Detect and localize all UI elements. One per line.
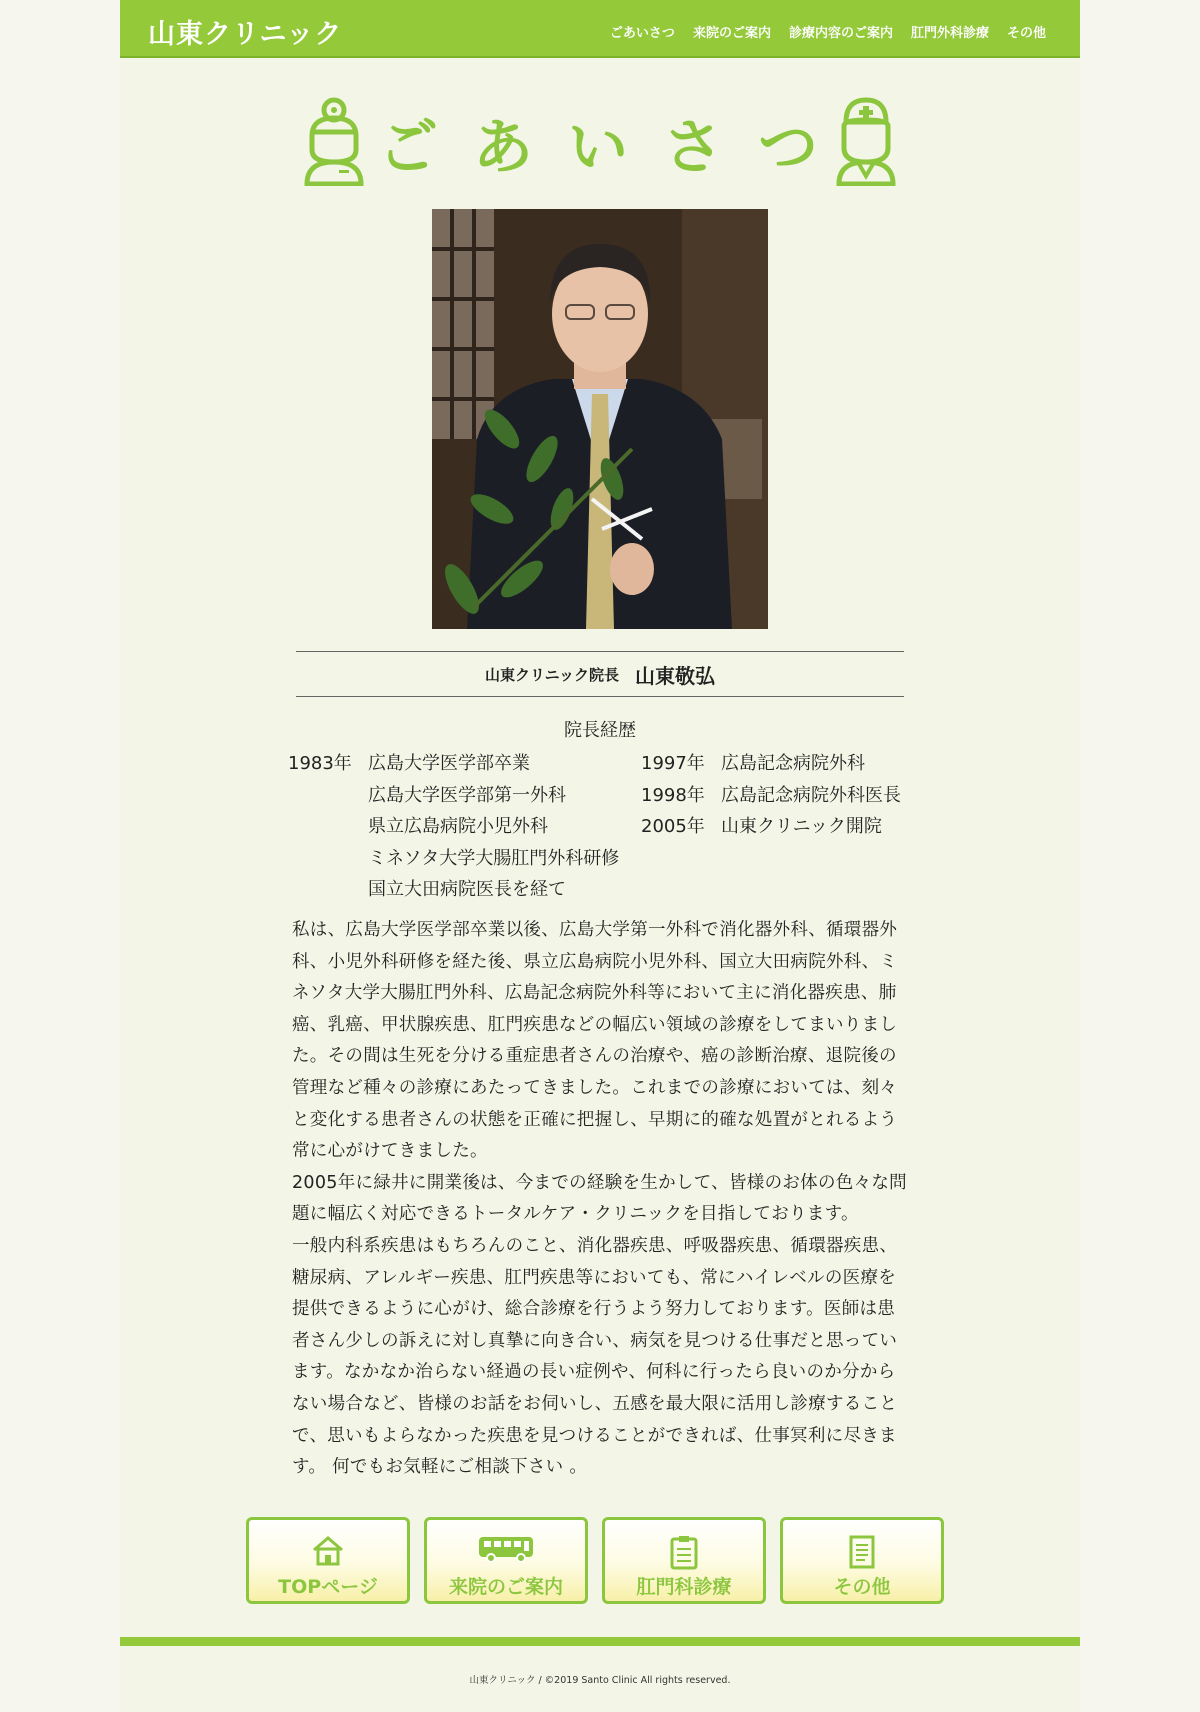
director-nameplate: [296, 651, 904, 697]
director-photo: [432, 209, 768, 629]
director-portrait-image: [432, 209, 768, 629]
director-name: 山東敬弘: [635, 663, 716, 688]
page: [120, 0, 1080, 1712]
proctology-button-label: 肛門科診療: [636, 1576, 732, 1598]
top-page-button-label: TOPページ: [278, 1576, 378, 1598]
footer-divider: [120, 1637, 1080, 1646]
nav-proctology[interactable]: 肛門外科診療: [910, 26, 989, 41]
main-nav: [610, 22, 1046, 41]
page-title: [378, 100, 818, 186]
title-char: つ: [758, 113, 818, 183]
message-paragraph: 2005年に緑井に開業後は、今までの経験を生かして、皆様のお体の色々な問題に幅広く対応できるトータルケア・クリニックを目指しております。: [292, 1172, 907, 1225]
nav-greeting[interactable]: ごあいさつ: [609, 26, 675, 41]
career-item: 県立広島病院小児外科: [368, 816, 548, 837]
top-page-button[interactable]: [246, 1517, 410, 1604]
nav-treatment-info[interactable]: 診療内容のご案内: [788, 26, 893, 41]
copyright-text: 山東クリニック / ©2019 Santo Clinic All rights reserved.: [469, 1675, 731, 1686]
title-char: ご: [378, 113, 438, 183]
career-item: 1998年 広島記念病院外科医長: [641, 784, 901, 806]
career-item: 1983年 広島大学医学部卒業: [288, 753, 530, 774]
career-item: 2005年 山東クリニック開院: [641, 816, 882, 837]
visit-guide-button-label: 来院のご案内: [448, 1576, 563, 1598]
nurse-icon: [835, 96, 897, 186]
message-paragraph: 一般内科系疾患はもちろんのこと、消化器疾患、呼吸器疾患、循環器疾患、糖尿病、アレルギー疾患、肛門疾患等においても、常にハイレベルの医療を提供できるように心がけ、総合診療を行うよう努力しております。医師は患者さん少しの訴えに対し真摯に向き合い、病気を見つける仕事だと思っています。なかなか治らない経過の長い症例や、何科に行ったら良いのか分からない場合など、皆様のお話をお伺いし、五感を最大限に活用し診療することで、思いもよらなかった疾患を見つけることができれば、仕事冥利に尽きます。 何でもお気軽にご相談下さい 。: [292, 1235, 898, 1478]
proctology-button[interactable]: [602, 1517, 766, 1604]
bus-icon: [476, 1534, 536, 1564]
other-button-label: その他: [833, 1576, 891, 1598]
career-list-right: [641, 748, 901, 843]
director-role: 山東クリニック院長: [484, 665, 620, 684]
career-item: 国立大田病院医長を経て: [368, 879, 566, 900]
career-list-left: [288, 748, 619, 906]
site-header: [120, 0, 1080, 58]
nav-other[interactable]: その他: [1006, 26, 1046, 41]
career-heading: 院長経歴: [564, 720, 636, 741]
title-char: さ: [663, 113, 723, 183]
nav-visit-guide[interactable]: 来院のご案内: [692, 26, 771, 41]
document-icon: [847, 1534, 877, 1570]
message-paragraph: 私は、広島大学医学部卒業以後、広島大学第一外科で消化器外科、循環器外科、小児外科研修を経た後、県立広島病院小児外科、国立大田病院外科、ミネソタ大学大腸肛門外科、広島記念病院外科等において主に消化器疾患、肺癌、乳癌、甲状腺疾患、肛門疾患などの幅広い領域の診療をしてまいりました。その間は生死を分ける重症患者さんの治療や、癌の診断治療、退院後の管理など種々の診療にあたってきました。これまでの診療においては、刻々と変化する患者さんの状態を正確に把握し、早期に的確な処置がとれるよう常に心がけてきました。: [292, 920, 898, 1162]
career-item: 広島大学医学部第一外科: [368, 784, 566, 806]
clipboard-icon: [669, 1534, 699, 1570]
visit-guide-button[interactable]: [424, 1517, 588, 1604]
career-item: 1997年 広島記念病院外科: [641, 753, 865, 774]
page-title-banner: [303, 96, 897, 186]
doctor-icon: [303, 96, 365, 186]
home-icon: [310, 1534, 346, 1566]
site-logo[interactable]: 山東クリニック: [148, 19, 343, 50]
other-button[interactable]: [780, 1517, 944, 1604]
title-char: い: [568, 113, 628, 183]
greeting-message: [292, 915, 912, 1484]
bottom-nav-buttons: [246, 1517, 944, 1604]
title-char: あ: [473, 113, 533, 183]
career-item: ミネソタ大学大腸肛門外科研修: [368, 847, 620, 869]
